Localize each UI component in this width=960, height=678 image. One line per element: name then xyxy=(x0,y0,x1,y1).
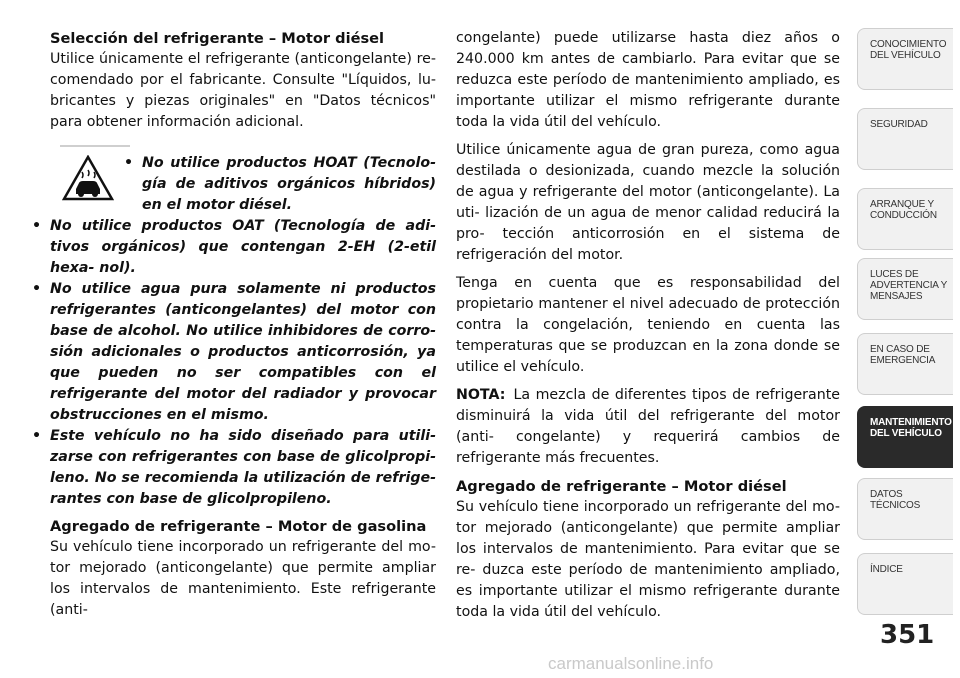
tab-mantenimiento[interactable]: MANTENIMIENTO DEL VEHÍCULO xyxy=(857,406,953,468)
paragraph: Utilice únicamente el refrigerante (anticongelante) re- comendado por el fabricante. Consulte "Líquidos, lu- bricantes y piezas originales" en "Datos técnicos" para obtener información adicional. xyxy=(50,51,436,130)
warning-item: • No utilice agua pura solamente ni productos refrigerantes (anticongelantes) del motor con base de alcohol. No utilice inhibidores de corro- sión adicionales o productos anticorrosión, ya que pueden no ser compatibles con el refrigerante del motor del radiador y provocar obstrucciones en el mismo. xyxy=(50,279,436,426)
heading-coolant-add-diesel: Agregado de refrigerante – Motor diésel xyxy=(456,478,787,495)
tab-conocimiento[interactable]: CONOCIMIENTO DEL VEHÍCULO xyxy=(857,28,953,90)
warning-divider xyxy=(60,145,130,147)
paragraph: Tenga en cuenta que es responsabilidad del propietario mantener el nivel adecuado de protección contra la congelación, teniendo en cuenta las temperaturas que se produzcan en la zona donde se utilice el vehículo. xyxy=(456,275,840,375)
note-label: NOTA: xyxy=(456,387,506,403)
tab-arranque[interactable]: ARRANQUE Y CONDUCCIÓN xyxy=(857,188,953,250)
warning-item: • No utilice productos HOAT (Tecnolo- gía de aditivos orgánicos híbridos) en el motor diésel. xyxy=(116,153,436,216)
note-text: La mezcla de diferentes tipos de refrigerante disminuirá la vida útil del refrigerante del motor (anti- congelante) y requerirá cambios de refrigerante más frecuentes. xyxy=(456,387,840,466)
warning-item: • No utilice productos OAT (Tecnología de adi- tivos orgánicos) que contengan 2-EH (2-etil hexa- nol). xyxy=(50,216,436,279)
tab-datos[interactable]: DATOS TÉCNICOS xyxy=(857,478,953,540)
note-paragraph xyxy=(456,385,840,469)
paragraph: Su vehículo tiene incorporado un refrigerante del mo- tor mejorado (anticongelante) que permite ampliar los intervalos de mantenimiento. Este refrigerante (anti- xyxy=(50,539,436,618)
warning-item: • Este vehículo no ha sido diseñado para utili- zarse con refrigerantes con base de glicolpropi- leno. No se recomienda la utilización de refrige- rantes con base de glicolpropileno. xyxy=(50,426,436,510)
heading-coolant-selection-diesel: Selección del refrigerante – Motor diésel xyxy=(50,30,385,47)
tab-indice[interactable]: ÍNDICE xyxy=(857,553,953,615)
warning-car-icon xyxy=(62,155,114,201)
paragraph: congelante) puede utilizarse hasta diez años o 240.000 km antes de cambiarlo. Para evitar que se reduzca este período de mantenimiento ampliado, es importante utilizar el mismo refrigerante durante toda la vida útil del vehículo. xyxy=(456,30,840,130)
tab-luces[interactable]: LUCES DE ADVERTENCIA Y MENSAJES xyxy=(857,258,953,320)
heading-coolant-add-gasoline: Agregado de refrigerante – Motor de gasolina xyxy=(50,518,427,535)
watermark: carmanualsonline.info xyxy=(548,654,714,673)
tab-emergencia[interactable]: EN CASO DE EMERGENCIA xyxy=(857,333,953,395)
paragraph: Utilice únicamente agua de gran pureza, como agua destilada o desionizada, cuando mezcle la solución de agua y refrigerante del motor (anticongelante). La uti- lización de un agua de menor calidad reducirá la pro- tección anticorrosión en el sistema de refrigeración del motor. xyxy=(456,142,840,263)
left-column xyxy=(50,28,436,628)
page-number: 351 xyxy=(880,620,935,650)
paragraph: Su vehículo tiene incorporado un refrigerante del mo- tor mejorado (anticongelante) que permite ampliar los intervalos de mantenimiento. Para evitar que se re- duzca este período de mantenimiento ampliado, es importante utilizar el mismo refrigerante durante toda la vida útil del vehículo. xyxy=(456,499,840,620)
right-column xyxy=(456,28,840,630)
tab-seguridad[interactable]: SEGURIDAD xyxy=(857,108,953,170)
warning-block xyxy=(50,145,436,510)
warning-list xyxy=(50,153,436,510)
